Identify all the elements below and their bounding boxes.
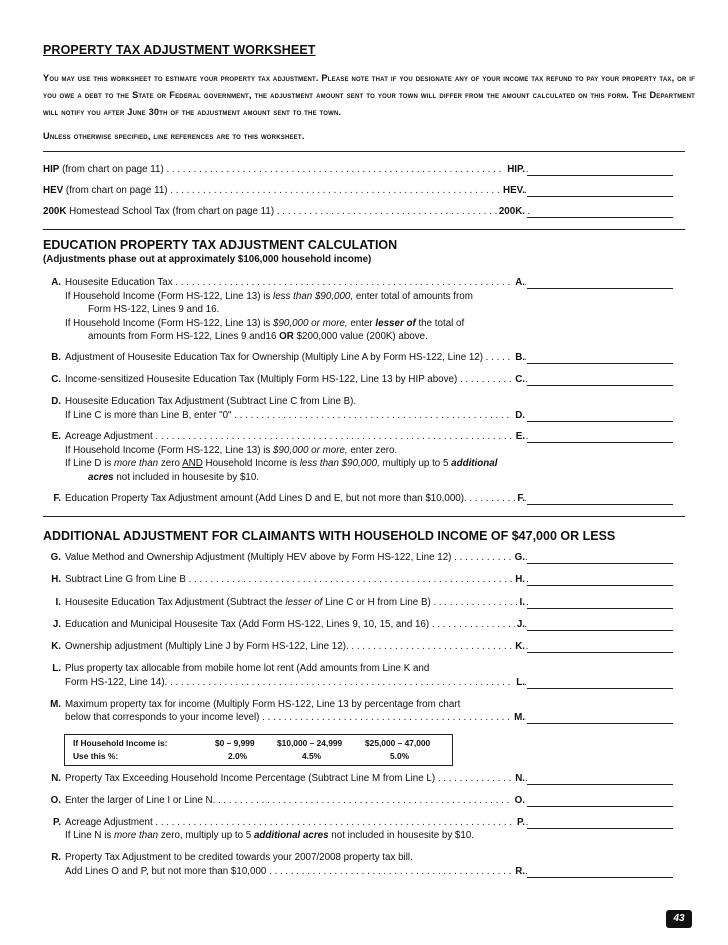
line-c-label: C. [51, 374, 61, 385]
line-k-code: K. [515, 641, 525, 652]
income-percentage-table [64, 734, 453, 766]
hip-input[interactable] [527, 175, 673, 176]
line-h-label: H. [51, 574, 61, 585]
line-o-label: O. [50, 795, 61, 806]
line-f-input[interactable] [527, 504, 673, 505]
line-i-label: I. [55, 597, 61, 608]
line-k-label: K. [51, 641, 61, 652]
intro-paragraph: You may use this worksheet to estimate your property tax adjustment. Please note that if you designate any of your income tax refund to pay your property tax, or if you owe a debt to the State or Federal government, the adjustment amount sent to your town will differ from the amount calculated on this form. The Department will notify you after June 30th of the adjustment amount sent to the town. [43, 73, 695, 117]
line-j-text: Education and Municipal Housesite Tax (Add Form HS-122, Lines 9, 10, 15, and 16) . . . [65, 618, 529, 632]
line-r-text-1: Property Tax Adjustment to be credited towards your 2007/2008 property tax bill. [65, 852, 413, 863]
line-d-input[interactable] [527, 421, 673, 422]
line-j-label: J. [52, 619, 61, 630]
line-p-text: Acreage Adjustment . . . [65, 816, 529, 830]
line-h-text: Subtract Line G from Line B . . . [65, 573, 529, 587]
percent-row-label: Use this %: [73, 751, 119, 761]
hev-input[interactable] [527, 196, 673, 197]
line-p-instruction: If Line N is more than zero, multiply up to 5 additional acres not included in housesite by $10. [65, 830, 475, 841]
line-i-code: I. [519, 597, 525, 608]
line-r-label: R. [51, 852, 61, 863]
line-n-input[interactable] [527, 784, 673, 785]
line-i-input[interactable] [527, 608, 673, 609]
hip-text: (from chart on page 11) [59, 164, 164, 175]
line-l-text-2: Form HS-122, Line 14). . . . [65, 676, 529, 690]
hip-line [43, 163, 685, 177]
line-e-input[interactable] [527, 442, 673, 443]
line-f [43, 492, 685, 506]
page-number: 43 [666, 910, 692, 928]
divider [43, 151, 685, 152]
200k-line [43, 205, 685, 219]
line-c [43, 373, 685, 387]
line-a-instruction-1b: Form HS-122, Lines 9 and 16. [88, 304, 220, 315]
line-o [43, 794, 685, 808]
line-a-label: A. [51, 277, 61, 288]
200k-code: 200K. [498, 206, 525, 217]
line-c-text: Income-sensitized Housesite Education Tax (Multiply Form HS-122, Line 13 by HIP above) . . . [65, 373, 529, 387]
line-m-text-1: Maximum property tax for income (Multiply Form HS-122, Line 13 by percentage from chart [65, 699, 461, 710]
200k-label: 200K [43, 206, 67, 217]
line-b [43, 351, 685, 365]
line-g [43, 551, 685, 565]
hev-text: (from chart on page 11) [63, 185, 168, 196]
line-b-code: B. [515, 352, 525, 363]
line-p-code: P. [517, 817, 525, 828]
percent-value: 5.0% [390, 751, 410, 761]
line-d-label: D. [51, 396, 61, 407]
divider [43, 516, 685, 517]
line-k-text: Ownership adjustment (Multiply Line J by Form HS-122, Line 12). . . . [65, 640, 529, 654]
percent-value: 4.5% [302, 751, 322, 761]
line-j-code: J. [516, 619, 525, 630]
intro-note: Unless otherwise specified, line references are to this worksheet. [43, 131, 305, 141]
hip-code: HIP. [507, 164, 525, 175]
line-e-code: E. [515, 431, 525, 442]
line-b-text: Adjustment of Housesite Education Tax for Ownership (Multiply Line A by Form HS-122, Line 12) . . . [65, 351, 529, 365]
line-c-input[interactable] [527, 385, 673, 386]
line-f-code: F. [517, 493, 525, 504]
line-p-label: P. [53, 817, 61, 828]
line-r-input[interactable] [527, 877, 673, 878]
income-row-label: If Household Income is: [73, 738, 168, 748]
line-l-text-1: Plus property tax allocable from mobile home lot rent (Add amounts from Line K and [65, 663, 430, 674]
line-l-label: L. [52, 663, 61, 674]
line-h-input[interactable] [527, 585, 673, 586]
line-k-input[interactable] [527, 652, 673, 653]
line-b-label: B. [51, 352, 61, 363]
hev-line [43, 184, 685, 198]
line-m-text-2: below that corresponds to your income level) . . . [65, 711, 529, 725]
line-a-input[interactable] [527, 288, 673, 289]
line-o-text: Enter the larger of Line I or Line N. . . . [65, 794, 529, 808]
line-h [43, 573, 685, 587]
line-e-instruction-2: If Line D is more than zero AND Household Income is less than $90,000, multiply up to 5 additional [65, 458, 498, 469]
line-o-code: O. [514, 795, 525, 806]
line-c-code: C. [515, 374, 525, 385]
line-k [43, 640, 685, 654]
line-g-input[interactable] [527, 563, 673, 564]
line-n [43, 772, 685, 786]
line-g-code: G. [514, 552, 525, 563]
line-r-text-2: Add Lines O and P, but not more than $10,000 . . . [65, 865, 529, 879]
line-l [43, 676, 685, 690]
line-d-code: D. [515, 410, 525, 421]
line-m-label: M. [50, 699, 61, 710]
hev-code: HEV. [503, 185, 525, 196]
page-title: PROPERTY TAX ADJUSTMENT WORKSHEET [43, 43, 316, 57]
line-n-label: N. [51, 773, 61, 784]
line-m-input[interactable] [527, 723, 673, 724]
line-o-input[interactable] [527, 806, 673, 807]
line-m-code: M. [514, 712, 525, 723]
percent-value: 2.0% [228, 751, 248, 761]
income-range: $25,000 – 47,000 [365, 738, 431, 748]
line-i-text: Housesite Education Tax Adjustment (Subtract the lesser of Line C or H from Line B) . . . [65, 596, 529, 610]
200k-text: Homestead School Tax (from chart on page 11) [66, 206, 275, 217]
line-f-label: F. [53, 493, 61, 504]
line-d [43, 409, 685, 423]
line-p-input[interactable] [527, 828, 673, 829]
line-e-instruction-3: acres not included in housesite by $10. [88, 472, 260, 483]
line-e [43, 430, 685, 444]
line-a [43, 276, 685, 290]
line-a-text: Housesite Education Tax . . . [65, 276, 529, 290]
line-a-code: A. [515, 277, 525, 288]
line-a-instruction-1: If Household Income (Form HS-122, Line 13) is less than $90,000, enter total of amounts from [65, 291, 473, 302]
line-g-text: Value Method and Ownership Adjustment (Multiply HEV above by Form HS-122, Line 12) . . . [65, 551, 529, 565]
line-n-text: Property Tax Exceeding Household Income Percentage (Subtract Line M from Line L) . . . [65, 772, 529, 786]
section2-title: ADDITIONAL ADJUSTMENT FOR CLAIMANTS WITH HOUSEHOLD INCOME OF $47,000 OR LESS [43, 529, 616, 543]
line-l-code: L. [516, 677, 525, 688]
line-a-instruction-2: If Household Income (Form HS-122, Line 13) is $90,000 or more, enter lesser of the total of [65, 318, 465, 329]
hip-label: HIP [43, 164, 60, 175]
line-e-instruction-1: If Household Income (Form HS-122, Line 13) is $90,000 or more, enter zero. [65, 445, 398, 456]
line-a-instruction-2b: amounts from Form HS-122, Lines 9 and16 OR $200,000 value (200K) above. [88, 331, 428, 342]
line-r-code: R. [515, 866, 525, 877]
line-d-instruction: If Line C is more than Line B, enter "0" . . . [65, 409, 529, 423]
line-p [43, 816, 685, 830]
line-f-text: Education Property Tax Adjustment amount (Add Lines D and E, but not more than $10,000). . . . [65, 492, 529, 506]
line-l-input[interactable] [527, 688, 673, 689]
line-g-label: G. [50, 552, 61, 563]
200k-input[interactable] [527, 217, 673, 218]
income-range: $10,000 – 24,999 [277, 738, 343, 748]
income-range: $0 – 9,999 [215, 738, 255, 748]
line-d-text: Housesite Education Tax Adjustment (Subtract Line C from Line B). [65, 396, 357, 407]
line-j-input[interactable] [527, 630, 673, 631]
line-m [43, 711, 685, 725]
divider [43, 229, 685, 230]
line-i [43, 596, 685, 610]
line-j [43, 618, 685, 632]
line-n-code: N. [515, 773, 525, 784]
hev-label: HEV [43, 185, 64, 196]
line-e-text: Acreage Adjustment . . . [65, 430, 529, 444]
line-e-label: E. [51, 431, 61, 442]
line-r [43, 865, 685, 879]
line-h-code: H. [515, 574, 525, 585]
section1-title: EDUCATION PROPERTY TAX ADJUSTMENT CALCULATION [43, 238, 398, 252]
section1-subtitle: (Adjustments phase out at approximately $106,000 household income) [43, 254, 372, 265]
line-b-input[interactable] [527, 363, 673, 364]
